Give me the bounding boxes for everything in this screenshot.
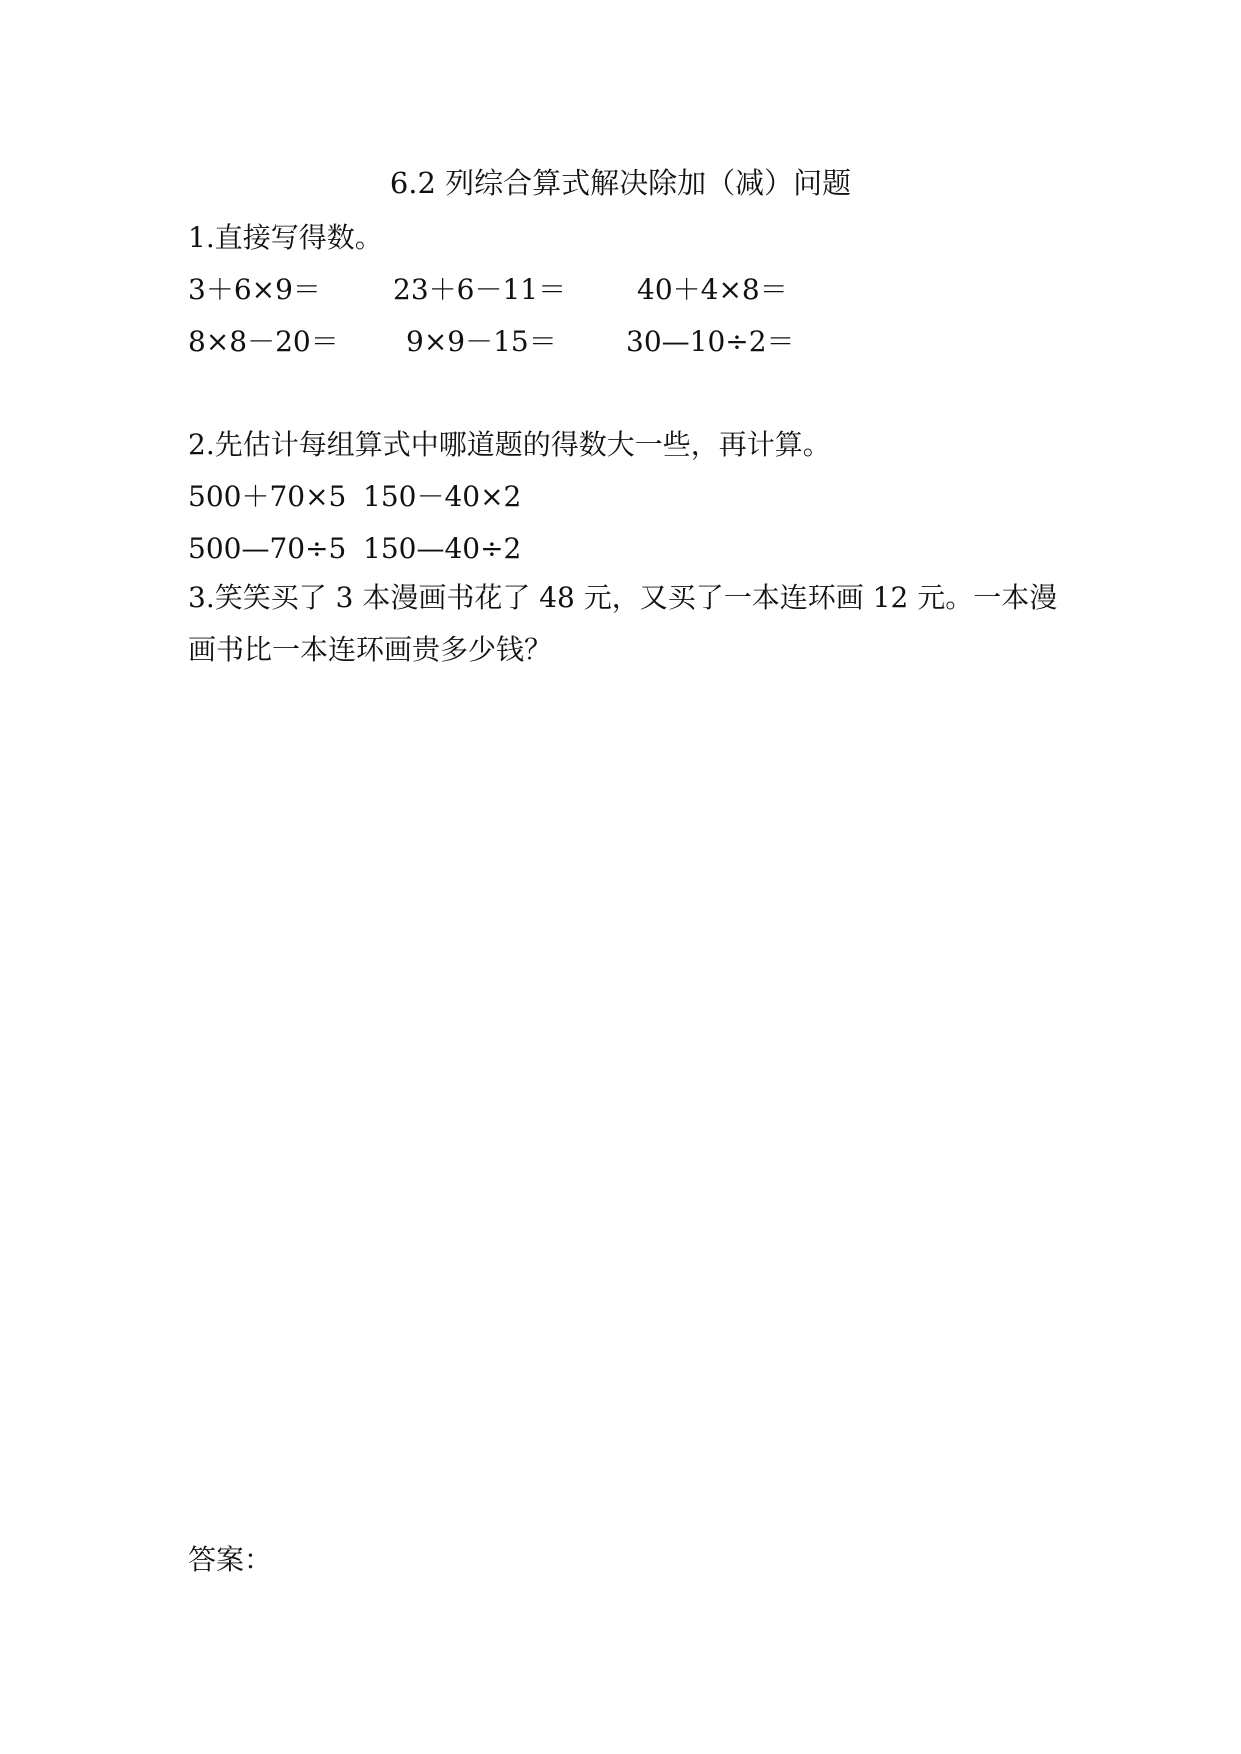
q2-expression: 150—40÷2 xyxy=(363,532,522,565)
q2-expression: 500＋70×5 xyxy=(188,480,347,513)
question-3-line-1: 3.笑笑买了 3 本漫画书花了 48 元，又买了一本连环画 12 元。一本漫 xyxy=(188,581,1058,614)
q1-expression: 8×8－20＝ xyxy=(188,325,339,358)
q1-expression: 40＋4×8＝ xyxy=(637,273,788,306)
q2-expression: 150－40×2 xyxy=(363,480,522,513)
question-1-heading: 1.直接写得数。 xyxy=(188,221,383,254)
q1-expression: 30—10÷2＝ xyxy=(626,325,795,358)
q1-expression: 9×9－15＝ xyxy=(406,325,557,358)
q2-expression: 500—70÷5 xyxy=(188,532,347,565)
q1-expression: 23＋6－11＝ xyxy=(393,273,567,306)
page-title: 6.2 列综合算式解决除加（减）问题 xyxy=(389,166,852,200)
answer-label: 答案： xyxy=(188,1543,273,1576)
q1-expression: 3＋6×9＝ xyxy=(188,273,321,306)
question-3-line-2: 画书比一本连环画贵多少钱？ xyxy=(188,633,553,666)
question-2-heading: 2.先估计每组算式中哪道题的得数大一些，再计算。 xyxy=(188,428,831,461)
